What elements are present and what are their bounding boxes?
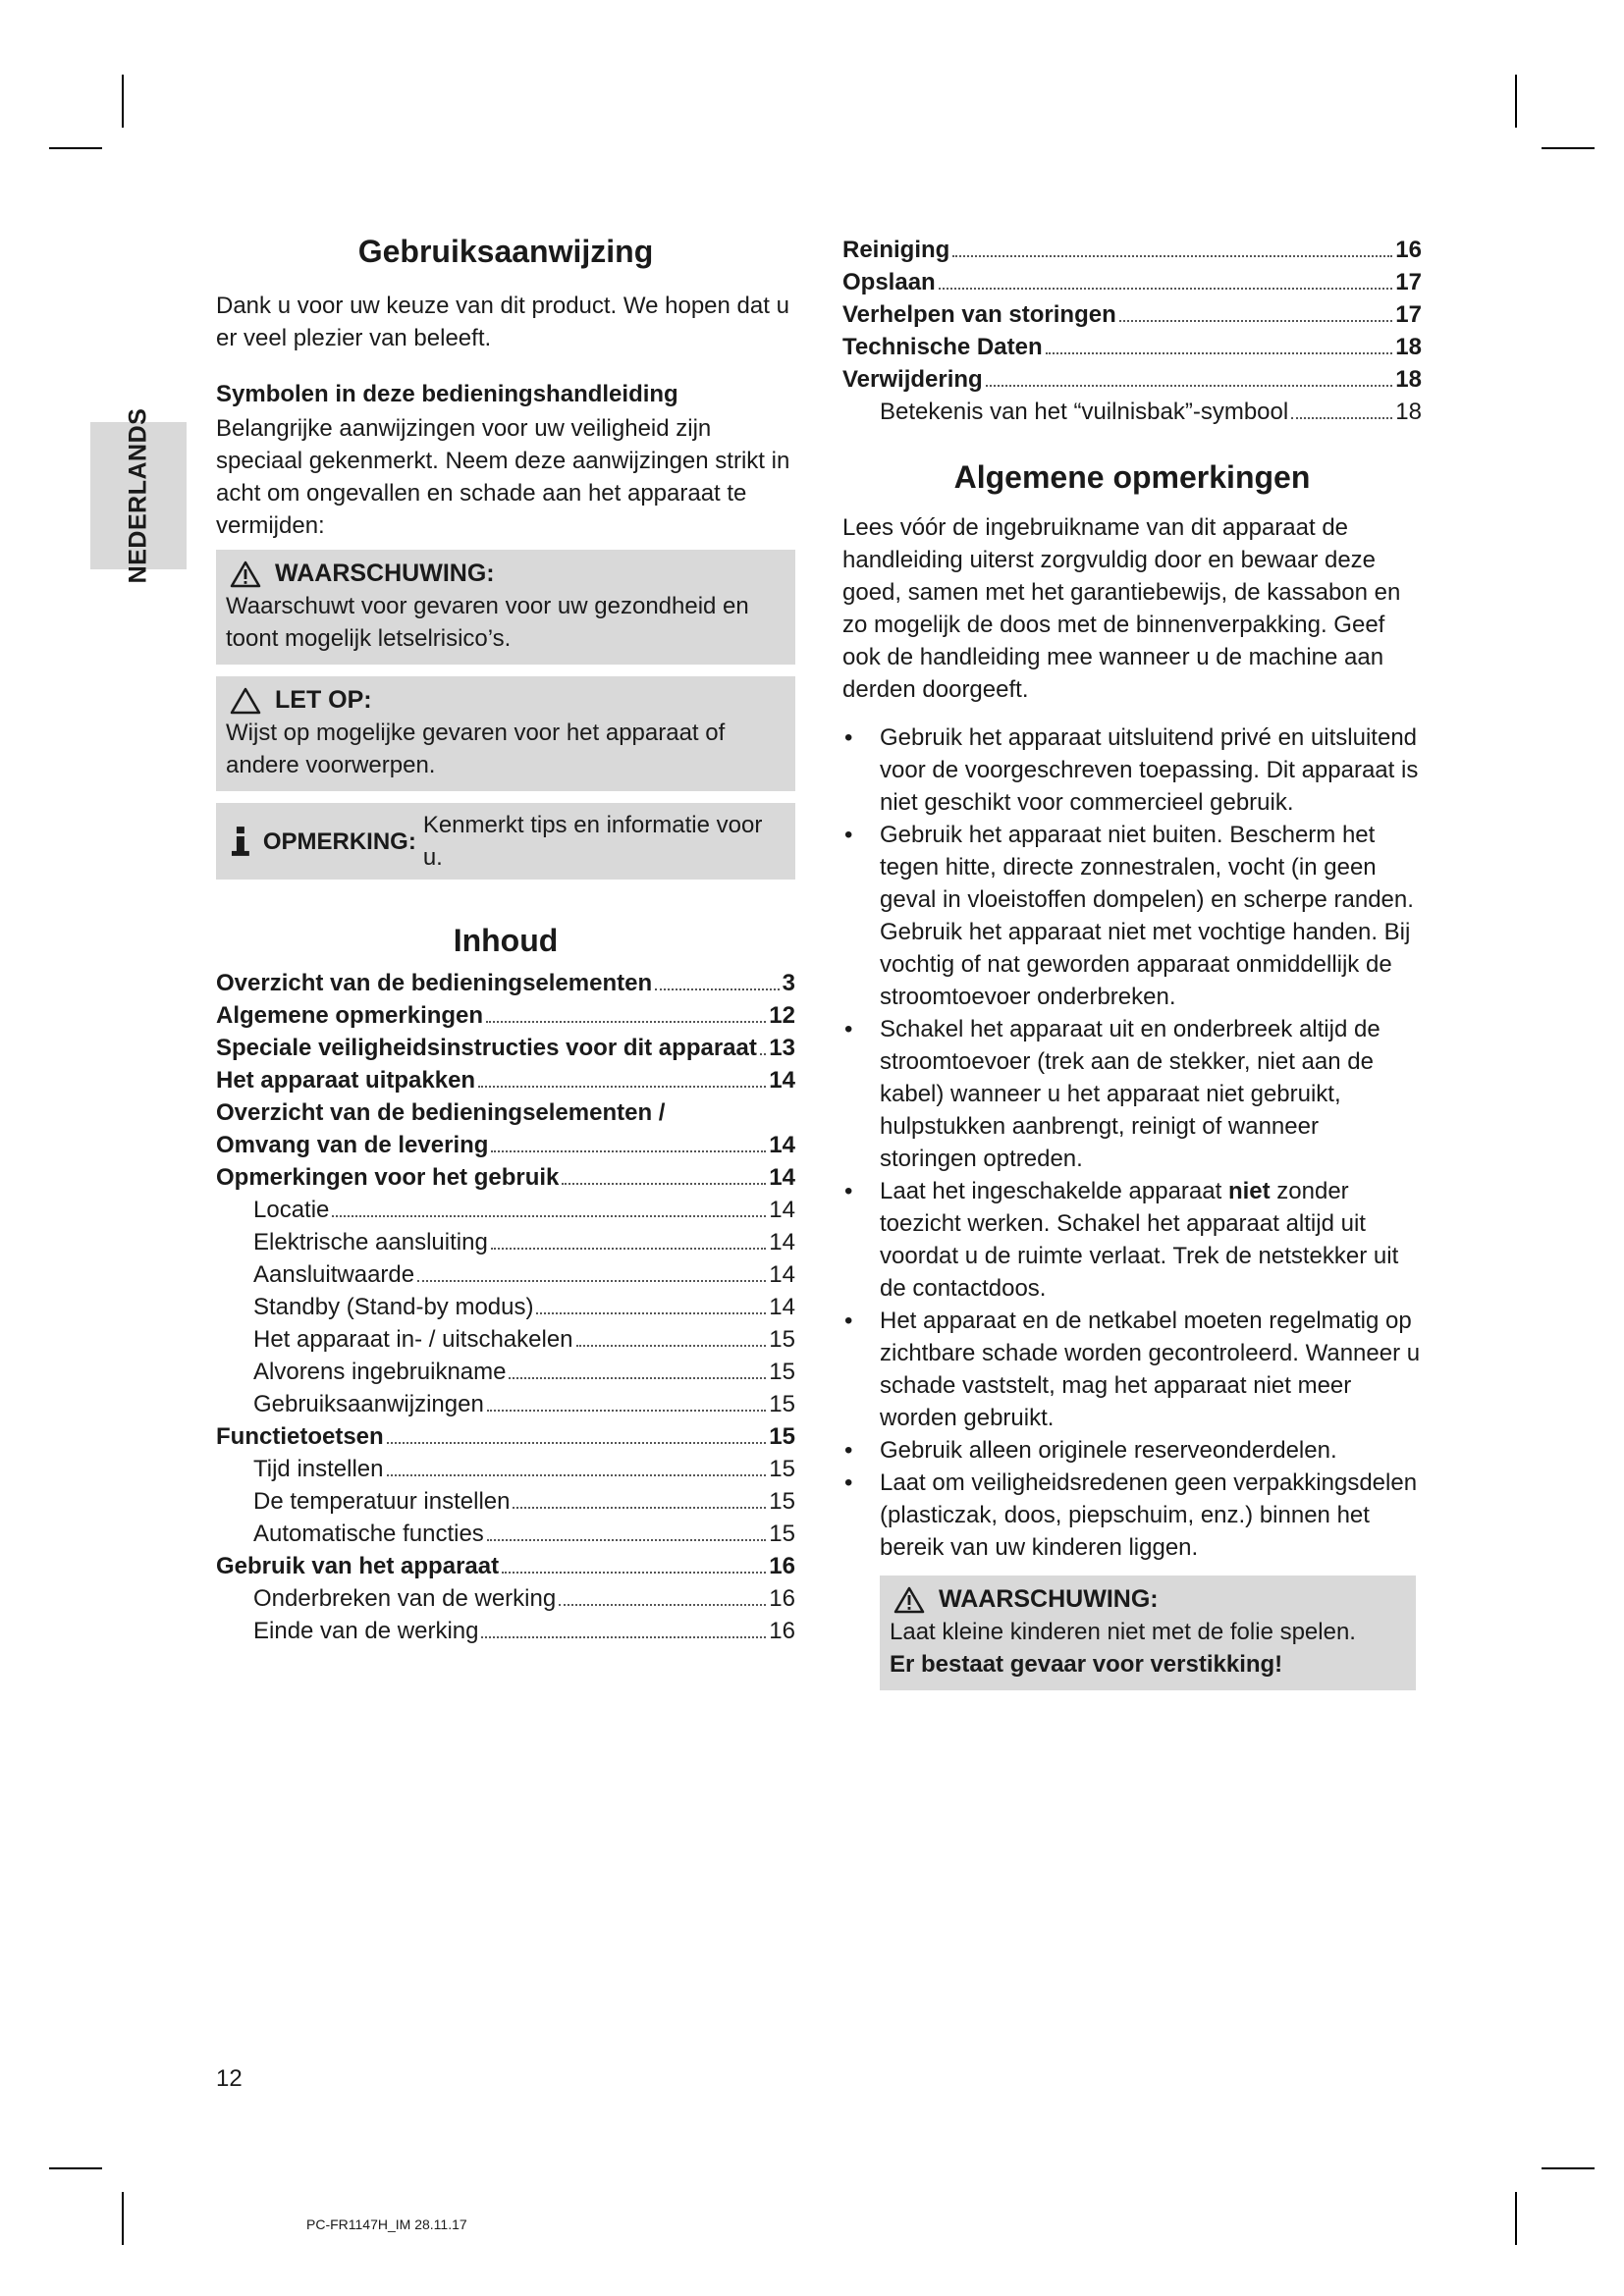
toc-entry-label: Reiniging (842, 237, 950, 263)
toc-entry-page: 14 (769, 1067, 795, 1094)
toc-entry-page: 14 (769, 1229, 795, 1255)
toc-entry-page: 15 (769, 1359, 795, 1385)
toc-entry (216, 1226, 795, 1258)
warning-box (216, 550, 795, 665)
toc-leader-dots (509, 1377, 766, 1379)
crop-mark (49, 2167, 102, 2169)
bullet-emphasis: niet (1227, 1178, 1271, 1204)
warning-triangle-icon (230, 561, 261, 588)
left-column (216, 234, 795, 1647)
footer-doc-code: PC-FR1147H_IM 28.11.17 (306, 2216, 467, 2232)
toc-leader-dots (487, 1539, 767, 1541)
crop-mark (1515, 75, 1517, 128)
toc-leader-dots (655, 988, 780, 990)
bullet-item (842, 1175, 1422, 1305)
crop-mark (122, 75, 124, 128)
toc-entry-label: Gebruik van het apparaat (216, 1553, 500, 1579)
toc-entry (842, 234, 1422, 266)
bullet-item: • Gebruik het apparaat niet buiten. Bescherm het tegen hitte, directe zonnestralen, vocht (in geen geval in vloeistoffen dompelen) en scherpe randen. Gebruik het apparaat niet met vochtige handen. Bij vochtig of nat geworden apparaat onmiddellijk de stroomtoevoer onderbreken. (842, 819, 1422, 1013)
toc-entry-label: Standby (Stand-by modus) (253, 1294, 534, 1320)
bullet-item: • Laat om veiligheidsredenen geen verpakkingsdelen (plasticzak, doos, piepschuim, enz.) binnen het bereik van uw kinderen liggen. (842, 1467, 1422, 1564)
toc-entry-label: Technische Daten (842, 334, 1043, 360)
toc-leader-dots (1046, 352, 1393, 354)
bullet-item: • Het apparaat en de netkabel moeten regelmatig op zichtbare schade worden gecontroleerd. Wanneer u schade vaststelt, mag het apparaat niet meer worden gebruikt. (842, 1305, 1422, 1434)
toc-leader-dots (760, 1053, 766, 1055)
toc-entry-label: Verhelpen van storingen (842, 301, 1116, 328)
toc-leader-dots (559, 1604, 766, 1606)
toc-entry-page: 17 (1395, 301, 1422, 328)
toc-entry (842, 331, 1422, 363)
toc-entry-label: Onderbreken van de werking (253, 1585, 557, 1612)
note-box (216, 803, 795, 880)
language-tab (90, 407, 187, 584)
toc-entry-label: Gebruiksaanwijzingen (253, 1391, 484, 1417)
page-number: 12 (216, 2065, 243, 2092)
toc-entry-label: Betekenis van het “vuilnisbak”-symbool (880, 399, 1289, 425)
toc-leader-dots (491, 1248, 767, 1250)
toc-entry-page: 14 (769, 1294, 795, 1320)
toc-entry (216, 1258, 795, 1291)
crop-mark (1515, 2192, 1517, 2245)
toc-entry-label: Einde van de werking (253, 1618, 479, 1644)
toc-entry-page: 14 (769, 1164, 795, 1191)
toc-entry (216, 1291, 795, 1323)
caution-box (216, 676, 795, 791)
toc-entry-page: 15 (769, 1326, 795, 1353)
toc-entry (216, 1582, 795, 1615)
bullet-item: • Gebruik alleen originele reserveonderdelen. (842, 1434, 1422, 1467)
toc-entry (216, 1129, 795, 1161)
general-remarks-intro: Lees vóór de ingebruikname van dit apparaat de handleiding uiterst zorgvuldig door en bewaar deze goed, samen met het garantiebewijs, de kassabon en zo mogelijk de doos met de binnenverpakking. Geef ook de handleiding mee wanneer u de machine aan derden doorgeeft. (842, 514, 1401, 703)
toc-entry (216, 1420, 795, 1453)
toc-leader-dots (576, 1345, 767, 1347)
toc-entry (216, 1096, 795, 1129)
toc-entry (842, 363, 1422, 396)
table-of-contents-continued (842, 234, 1422, 428)
toc-leader-dots (387, 1474, 767, 1476)
warning-text: Waarschuwt voor gevaren voor uw gezondheid en toont mogelijk letselrisico’s. (226, 593, 749, 652)
toc-entry-label: Opmerkingen voor het gebruik (216, 1164, 560, 1191)
crop-mark (1542, 147, 1595, 149)
warning-title: WAARSCHUWING: (275, 560, 495, 587)
toc-entry-page: 13 (769, 1035, 795, 1061)
crop-mark (49, 147, 102, 149)
toc-entry-page: 14 (769, 1132, 795, 1158)
toc-entry-label: Automatische functies (253, 1521, 484, 1547)
toc-entry-label: De temperatuur instellen (253, 1488, 511, 1515)
toc-entry-label: Overzicht van de bedieningselementen / (216, 1099, 666, 1126)
crop-mark (122, 2192, 124, 2245)
toc-entry (216, 1518, 795, 1550)
toc-entry-page: 15 (769, 1423, 795, 1450)
toc-entry-label: Locatie (253, 1197, 330, 1223)
toc-entry-label: Aansluitwaarde (253, 1261, 415, 1288)
toc-entry (216, 1615, 795, 1647)
toc-leader-dots (513, 1507, 766, 1509)
toc-entry-page: 15 (769, 1456, 795, 1482)
toc-entry-page: 16 (769, 1585, 795, 1612)
toc-leader-dots (387, 1442, 767, 1444)
toc-leader-dots (487, 1410, 767, 1412)
toc-entry (216, 1453, 795, 1485)
toc-entry-label: Algemene opmerkingen (216, 1002, 484, 1029)
toc-entry (216, 999, 795, 1032)
toc-entry-label: Tijd instellen (253, 1456, 384, 1482)
toc-entry-page: 3 (782, 970, 795, 996)
toc-entry-page: 17 (1395, 269, 1422, 295)
toc-entry-label: Opslaan (842, 269, 936, 295)
toc-entry (216, 1550, 795, 1582)
toc-entry (842, 298, 1422, 331)
note-text: Kenmerkt tips en informatie voor u. (422, 812, 763, 871)
symbols-heading: Symbolen in deze bedieningshandleiding (216, 381, 678, 407)
toc-entry-label: Elektrische aansluiting (253, 1229, 488, 1255)
toc-leader-dots (536, 1312, 766, 1314)
caution-text: Wijst op mogelijke gevaren voor het apparaat of andere voorwerpen. (226, 720, 726, 778)
toc-leader-dots (562, 1183, 766, 1185)
intro-text: Dank u voor uw keuze van dit product. We hopen dat u er veel plezier van beleeft. (216, 293, 789, 351)
note-title: OPMERKING: (262, 828, 416, 855)
toc-entry (216, 1356, 795, 1388)
toc-entry (216, 967, 795, 999)
toc-entry-page: 15 (769, 1521, 795, 1547)
toc-entry (842, 266, 1422, 298)
toc-entry-label: Verwijdering (842, 366, 983, 393)
toc-entry-label: Het apparaat in- / uitschakelen (253, 1326, 573, 1353)
table-of-contents (216, 967, 795, 1647)
toc-leader-dots (952, 255, 1392, 257)
toc-title: Inhoud (453, 923, 559, 958)
toc-entry-page: 18 (1395, 366, 1422, 393)
toc-entry-label: Omvang van de levering (216, 1132, 489, 1158)
caution-triangle-icon (230, 687, 261, 715)
toc-leader-dots (332, 1215, 766, 1217)
toc-entry (216, 1388, 795, 1420)
toc-entry-page: 14 (769, 1261, 795, 1288)
toc-entry-page: 16 (769, 1553, 795, 1579)
right-column (842, 234, 1422, 1690)
info-icon (230, 827, 251, 856)
safety-bullet-list (842, 721, 1422, 1564)
toc-entry-label: Overzicht van de bedieningselementen (216, 970, 653, 996)
toc-leader-dots (481, 1636, 766, 1638)
toc-leader-dots (491, 1150, 766, 1152)
toc-leader-dots (417, 1280, 766, 1282)
toc-leader-dots (486, 1021, 766, 1023)
toc-leader-dots (1119, 320, 1393, 322)
warning-line-1: Laat kleine kinderen niet met de folie spelen. (890, 1619, 1356, 1645)
toc-entry-page: 16 (1395, 237, 1422, 263)
toc-leader-dots (986, 385, 1393, 387)
toc-entry-label: Speciale veiligheidsinstructies voor dit apparaat (216, 1035, 757, 1061)
toc-leader-dots (1291, 417, 1392, 419)
warning-title: WAARSCHUWING: (939, 1585, 1159, 1613)
toc-entry-page: 15 (769, 1391, 795, 1417)
toc-entry-page: 18 (1395, 334, 1422, 360)
toc-entry (842, 396, 1422, 428)
toc-entry-page: 15 (769, 1488, 795, 1515)
page-title: Gebruiksaanwijzing (357, 234, 654, 269)
warning-triangle-icon (893, 1586, 925, 1614)
toc-entry (216, 1323, 795, 1356)
warning-line-2: Er bestaat gevaar voor verstikking! (890, 1651, 1283, 1678)
symbols-text: Belangrijke aanwijzingen voor uw veiligheid zijn speciaal gekenmerkt. Neem deze aanwijzingen strikt in acht om ongevallen en schade aan het apparaat te vermijden: (216, 415, 790, 539)
toc-entry-label: Functietoetsen (216, 1423, 384, 1450)
toc-entry-label: Het apparaat uitpakken (216, 1067, 476, 1094)
toc-leader-dots (939, 288, 1393, 290)
caution-title: LET OP: (275, 686, 372, 714)
toc-entry (216, 1194, 795, 1226)
toc-entry (216, 1485, 795, 1518)
toc-entry-page: 18 (1395, 399, 1422, 425)
toc-entry-label: Alvorens ingebruikname (253, 1359, 507, 1385)
bullet-text: Laat het ingeschakelde apparaat (880, 1178, 1228, 1204)
toc-entry-page: 16 (769, 1618, 795, 1644)
general-remarks-title: Algemene opmerkingen (953, 459, 1311, 495)
bullet-item: • Schakel het apparaat uit en onderbreek altijd de stroomtoevoer (trek aan de stekker, niet aan de kabel) wanneer u het apparaat niet gebruikt, hulpstukken aanbrengt, reinigt of wanneer storingen optreden. (842, 1013, 1422, 1175)
toc-entry-page: 12 (769, 1002, 795, 1029)
toc-entry (216, 1032, 795, 1064)
toc-entry (216, 1064, 795, 1096)
warning-box-children (880, 1575, 1416, 1690)
crop-mark (1542, 2167, 1595, 2169)
bullet-item: • Gebruik het apparaat uitsluitend privé en uitsluitend voor de voorgeschreven toepassing. Dit apparaat is niet geschikt voor commercieel gebruik. (842, 721, 1422, 819)
toc-entry-page: 14 (769, 1197, 795, 1223)
bullet-text: zonder toezicht werken. Schakel het apparaat altijd uit voordat u de ruimte verlaat. Trek de netstekker uit de contactdoos. (880, 1178, 1399, 1302)
toc-leader-dots (478, 1086, 766, 1088)
toc-entry (216, 1161, 795, 1194)
language-tab-label: NEDERLANDS (124, 407, 152, 584)
toc-leader-dots (502, 1572, 766, 1574)
